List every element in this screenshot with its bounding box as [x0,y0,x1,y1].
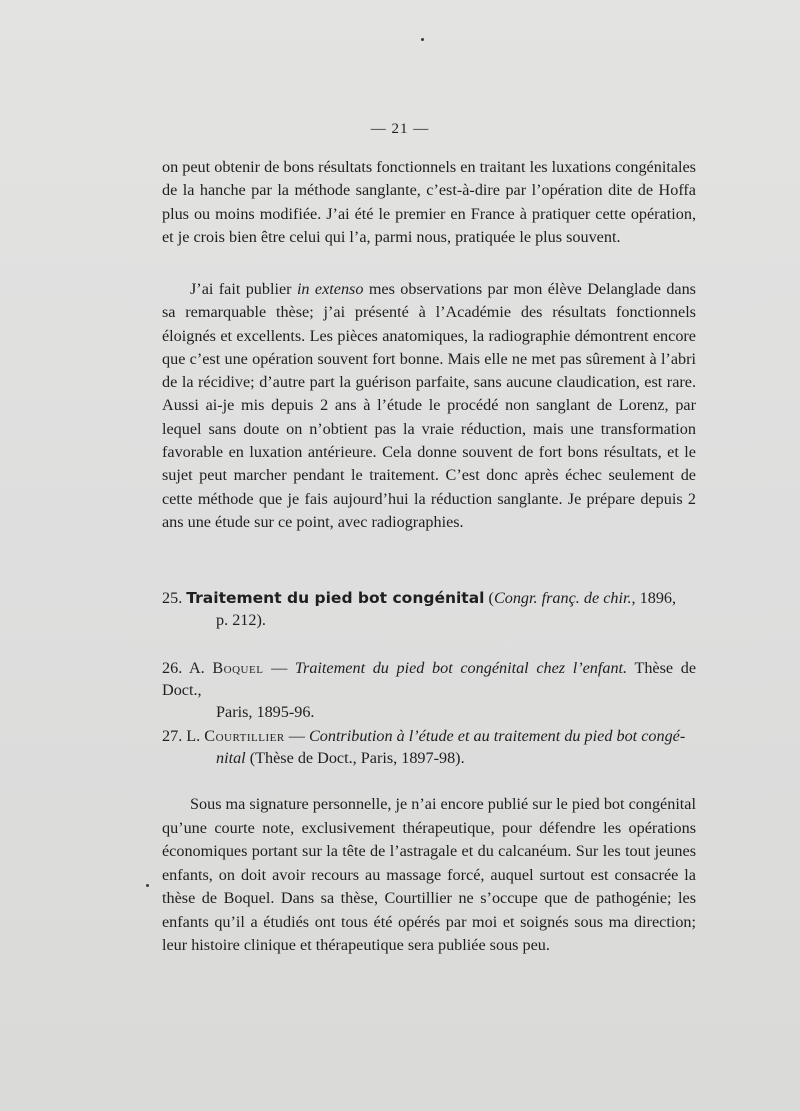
entry-author-initial: L. [186,727,201,745]
entry-continuation [162,747,696,769]
entry-title: Traitement du pied bot congénital [186,589,485,607]
entry-continuation: Paris, 1895-96. [216,703,315,721]
entry-author-initial: A. [188,659,205,677]
entry-ref-journal: Congr. franç. de chir. [493,589,632,607]
entry-title: Contribution à l’étude et au traitement du pied bot congé- [308,727,686,745]
entry-number: 26. [162,659,183,677]
entry-number: 25. [162,589,183,607]
page-number: — 21 — [370,121,430,137]
entry-ref-open: ( [484,589,494,607]
bibliography-entry-25 [162,587,696,631]
entry-dash: — [284,727,309,745]
entry-continuation-rest: (Thèse de Doct., Paris, 1897-98). [245,749,465,767]
entry-author-name: Courtillier [204,727,285,745]
paragraph-delanglade-thesis [162,278,696,534]
paragraph-luxation-results: on peut obtenir de bons résultats fonctionnels en traitant les luxations congénitales de la hanche par la méthode sanglante, c’est-à-dire par l’opération dite de Hoffa plus ou moins modifiée. J’ai été le premier en France à pratiquer cette opération, et je crois bien être celui qui l’a, parmi nous, pratiquée le plus souvent. [162,158,696,246]
ink-speck [421,38,424,41]
paragraph-text-rest: mes observations par mon élève Delanglade dans sa remarquable thèse; j’ai présenté à l’Académie des résultats fonctionnels éloignés et excellents. Les pièces anatomiques, la radiographie démontrent encore que c’est une opération souvent fort bonne. Mais elle ne met pas sûrement à l’abri de la récidive; d’autre part la guérison parfaite, sans aucune claudication, est rare. Aussi ai-je mis depuis 2 ans à l’étude le procédé non sanglant de Lorenz, par lequel sans doute on n’obtient pas la vraie réduction, mais une transformation favorable en luxation antérieure. Cela donne souvent de fort bons résultats, et le sujet peut marcher pendant le traitement. C’est donc après échec seulement de cette méthode que je fais aujourd’hui la réduction sanglante. Je prépare depuis 2 ans une étude sur ce point, avec radiographies. [162,280,696,531]
bibliography-entry-26 [162,657,696,723]
ink-speck [146,884,149,887]
entry-title: Traitement du pied bot congénital chez l’enfant. [294,659,628,677]
bibliography-entry-27 [162,725,696,769]
entry-continuation: p. 212). [216,611,266,629]
entry-number: 27. [162,727,183,745]
entry-author-name: Boquel [212,659,264,677]
entry-dash: — [263,659,295,677]
entry-continuation-italic: nital [216,749,246,767]
entry-ref-year: , 1896, [631,589,677,607]
paragraph-text-start: J’ai fait publier [190,280,297,298]
entry-after-title: Thèse de Doct., [162,659,697,699]
italic-in-extenso: in extenso [296,280,364,298]
paragraph-personal-note: Sous ma signature personnelle, je n’ai encore publié sur le pied bot congénital qu’une courte note, exclusivement thérapeutique, pour défendre les opérations économiques portant sur la tête de l’astragale et du calcanéum. Sur les tout jeunes enfants, on doit avoir recours au massage forcé, auquel surtout est consacrée la thèse de Boquel. Dans sa thèse, Courtillier ne s’occupe que de pathogénie; les enfants qu’il a étudiés ont tous été opérés par moi et soignés sous ma direction; leur histoire clinique et thérapeutique sera publiée sous peu. [162,795,696,954]
